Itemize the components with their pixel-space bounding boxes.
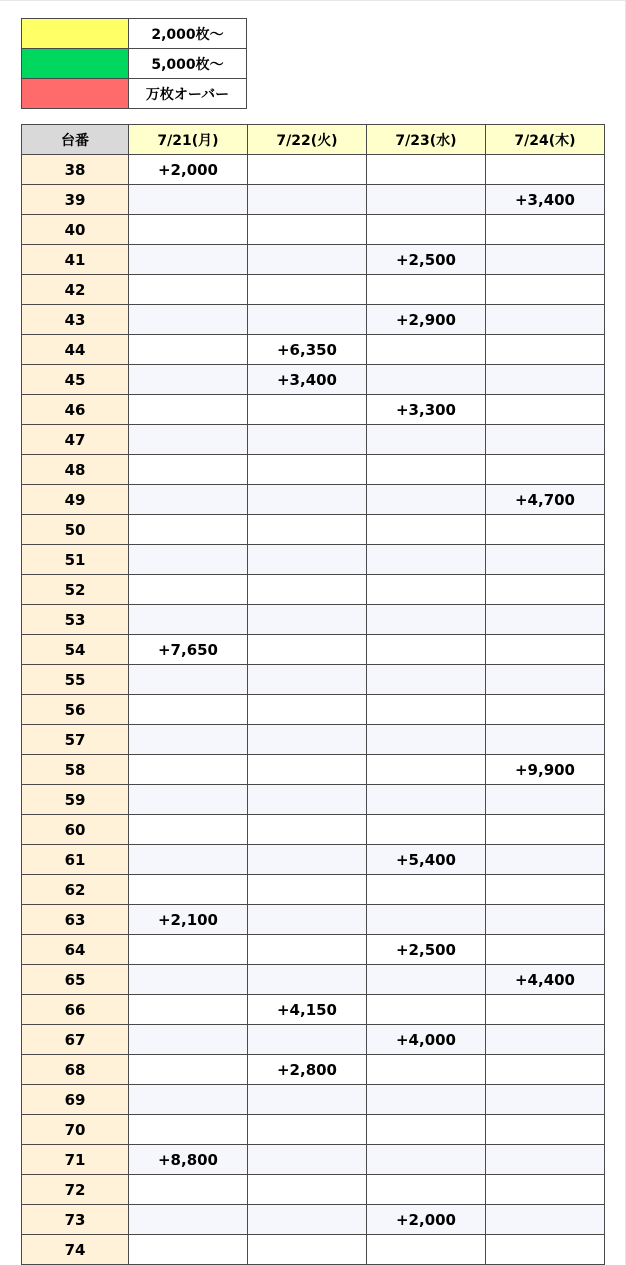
result-cell (367, 335, 486, 365)
result-cell (129, 935, 248, 965)
result-cell (248, 455, 367, 485)
result-cell (367, 1085, 486, 1115)
legend-label: 2,000枚～ (129, 19, 247, 49)
result-cell: +2,000 (367, 1205, 486, 1235)
header-date: 7/23(水) (367, 125, 486, 155)
result-cell (248, 245, 367, 275)
result-cell (486, 695, 605, 725)
machine-number-cell: 59 (22, 785, 129, 815)
result-cell (486, 215, 605, 245)
result-cell (367, 545, 486, 575)
result-cell (129, 215, 248, 245)
result-cell (248, 935, 367, 965)
result-cell (129, 875, 248, 905)
result-cell (248, 485, 367, 515)
machine-number-cell: 61 (22, 845, 129, 875)
result-cell (486, 1205, 605, 1235)
result-cell (486, 335, 605, 365)
table-row (22, 905, 605, 935)
machine-number-cell: 64 (22, 935, 129, 965)
machine-number-cell: 65 (22, 965, 129, 995)
result-cell (248, 635, 367, 665)
result-cell (129, 545, 248, 575)
table-row (22, 635, 605, 665)
table-row (22, 725, 605, 755)
result-cell (129, 1235, 248, 1265)
result-cell (367, 695, 486, 725)
result-cell (367, 485, 486, 515)
result-cell (367, 725, 486, 755)
result-cell (486, 785, 605, 815)
result-cell (367, 605, 486, 635)
result-cell (367, 905, 486, 935)
result-cell (367, 185, 486, 215)
machine-number-cell: 62 (22, 875, 129, 905)
top-border-line (0, 0, 626, 1)
result-cell (248, 515, 367, 545)
result-cell (129, 1055, 248, 1085)
table-row (22, 1145, 605, 1175)
result-cell (129, 755, 248, 785)
table-row (22, 275, 605, 305)
result-cell (486, 635, 605, 665)
header-date: 7/21(月) (129, 125, 248, 155)
result-cell (129, 695, 248, 725)
result-cell (367, 575, 486, 605)
result-cell (486, 1175, 605, 1205)
machine-number-cell: 44 (22, 335, 129, 365)
result-cell (248, 605, 367, 635)
result-cell (367, 1115, 486, 1145)
machine-number-cell: 38 (22, 155, 129, 185)
machine-number-cell: 40 (22, 215, 129, 245)
machine-number-cell: 53 (22, 605, 129, 635)
machine-number-cell: 52 (22, 575, 129, 605)
result-cell (367, 995, 486, 1025)
result-cell (248, 275, 367, 305)
result-cell (248, 1115, 367, 1145)
result-cell (129, 485, 248, 515)
result-cell (367, 425, 486, 455)
table-row (22, 245, 605, 275)
result-cell (248, 1085, 367, 1115)
result-cell (486, 845, 605, 875)
result-cell (367, 875, 486, 905)
result-cell: +3,400 (486, 185, 605, 215)
result-cell (486, 305, 605, 335)
result-cell (486, 1085, 605, 1115)
machine-number-cell: 69 (22, 1085, 129, 1115)
table-row (22, 1235, 605, 1265)
machine-number-cell: 42 (22, 275, 129, 305)
table-row (22, 1085, 605, 1115)
result-cell (129, 395, 248, 425)
result-cell: +2,100 (129, 905, 248, 935)
table-row (22, 305, 605, 335)
table-row (22, 1115, 605, 1145)
result-cell (486, 935, 605, 965)
machine-number-cell: 43 (22, 305, 129, 335)
table-row (22, 935, 605, 965)
result-cell (486, 155, 605, 185)
machine-number-cell: 73 (22, 1205, 129, 1235)
result-cell (486, 875, 605, 905)
result-cell (248, 575, 367, 605)
result-cell (486, 1025, 605, 1055)
machine-number-cell: 41 (22, 245, 129, 275)
machine-number-cell: 49 (22, 485, 129, 515)
result-cell (248, 695, 367, 725)
result-cell: +4,150 (248, 995, 367, 1025)
result-cell (367, 965, 486, 995)
table-row (22, 515, 605, 545)
result-cell (248, 875, 367, 905)
machine-number-cell: 55 (22, 665, 129, 695)
machine-number-cell: 72 (22, 1175, 129, 1205)
machine-number-cell: 45 (22, 365, 129, 395)
machine-number-cell: 54 (22, 635, 129, 665)
result-cell (129, 1025, 248, 1055)
result-cell (129, 845, 248, 875)
table-row (22, 335, 605, 365)
result-cell (129, 425, 248, 455)
table-row (22, 1205, 605, 1235)
result-cell (129, 245, 248, 275)
legend-label: 万枚オーバー (129, 79, 247, 109)
result-cell (367, 455, 486, 485)
legend-row (22, 79, 247, 109)
result-cell (486, 1145, 605, 1175)
result-cell (129, 575, 248, 605)
result-cell (129, 1175, 248, 1205)
result-cell (367, 275, 486, 305)
table-row (22, 1175, 605, 1205)
machine-number-cell: 70 (22, 1115, 129, 1145)
machine-number-cell: 56 (22, 695, 129, 725)
table-row (22, 425, 605, 455)
table-row (22, 455, 605, 485)
table-row (22, 845, 605, 875)
result-cell (129, 965, 248, 995)
result-cell (129, 515, 248, 545)
result-cell (486, 995, 605, 1025)
table-row (22, 1025, 605, 1055)
result-cell (486, 455, 605, 485)
result-cell (129, 725, 248, 755)
result-cell (367, 815, 486, 845)
machine-number-cell: 47 (22, 425, 129, 455)
result-cell (248, 785, 367, 815)
result-cell (367, 515, 486, 545)
table-row (22, 215, 605, 245)
table-header-row (22, 125, 605, 155)
result-cell (248, 215, 367, 245)
table-row (22, 185, 605, 215)
table-row (22, 665, 605, 695)
result-cell (486, 815, 605, 845)
result-cell (486, 665, 605, 695)
result-cell (486, 395, 605, 425)
result-cell (486, 605, 605, 635)
machine-number-cell: 63 (22, 905, 129, 935)
legend-swatch-green (22, 49, 129, 79)
result-cell (486, 515, 605, 545)
result-cell (486, 1055, 605, 1085)
result-cell (129, 305, 248, 335)
legend-swatch-yellow (22, 19, 129, 49)
table-row (22, 785, 605, 815)
result-cell (129, 455, 248, 485)
header-date: 7/22(火) (248, 125, 367, 155)
machine-number-cell: 58 (22, 755, 129, 785)
result-cell: +6,350 (248, 335, 367, 365)
result-cell: +4,400 (486, 965, 605, 995)
result-cell: +8,800 (129, 1145, 248, 1175)
result-cell (248, 725, 367, 755)
result-cell (367, 155, 486, 185)
machine-number-cell: 71 (22, 1145, 129, 1175)
result-cell (129, 815, 248, 845)
result-cell: +4,000 (367, 1025, 486, 1055)
table-row (22, 395, 605, 425)
result-cell (367, 1055, 486, 1085)
result-cell (129, 365, 248, 395)
result-cell (248, 305, 367, 335)
result-cell (248, 965, 367, 995)
result-cell (129, 335, 248, 365)
result-cell (248, 425, 367, 455)
table-row (22, 695, 605, 725)
result-cell: +7,650 (129, 635, 248, 665)
result-cell (248, 1025, 367, 1055)
result-cell (367, 755, 486, 785)
result-cell (129, 665, 248, 695)
result-cell: +9,900 (486, 755, 605, 785)
result-cell (486, 365, 605, 395)
machine-number-cell: 50 (22, 515, 129, 545)
table-row (22, 815, 605, 845)
table-row (22, 365, 605, 395)
result-cell (129, 995, 248, 1025)
result-cell (129, 605, 248, 635)
table-row (22, 545, 605, 575)
table-row (22, 485, 605, 515)
result-cell: +3,300 (367, 395, 486, 425)
machine-number-cell: 74 (22, 1235, 129, 1265)
machine-number-cell: 46 (22, 395, 129, 425)
result-cell (129, 275, 248, 305)
table-row (22, 995, 605, 1025)
table-row (22, 1055, 605, 1085)
result-cell: +2,500 (367, 245, 486, 275)
legend-table (21, 18, 247, 109)
result-cell (248, 1175, 367, 1205)
result-cell (248, 755, 367, 785)
result-cell: +2,000 (129, 155, 248, 185)
result-cell (486, 1235, 605, 1265)
result-cell (486, 275, 605, 305)
result-cell (367, 785, 486, 815)
result-cell (367, 1175, 486, 1205)
legend-swatch-red (22, 79, 129, 109)
result-cell (129, 185, 248, 215)
result-cell (129, 785, 248, 815)
header-machine-number: 台番 (22, 125, 129, 155)
legend-row (22, 19, 247, 49)
results-table (21, 124, 605, 1265)
result-cell (367, 215, 486, 245)
result-cell (129, 1205, 248, 1235)
table-row (22, 875, 605, 905)
result-cell (486, 575, 605, 605)
result-cell (248, 395, 367, 425)
result-cell (129, 1085, 248, 1115)
result-cell (248, 1145, 367, 1175)
table-row (22, 155, 605, 185)
result-cell (248, 905, 367, 935)
result-cell (248, 1205, 367, 1235)
result-cell: +2,900 (367, 305, 486, 335)
result-cell (248, 185, 367, 215)
result-cell (129, 1115, 248, 1145)
result-cell (486, 545, 605, 575)
result-cell: +3,400 (248, 365, 367, 395)
header-date: 7/24(木) (486, 125, 605, 155)
result-cell: +4,700 (486, 485, 605, 515)
result-cell (367, 635, 486, 665)
table-row (22, 965, 605, 995)
result-cell (248, 845, 367, 875)
machine-number-cell: 68 (22, 1055, 129, 1085)
result-cell (367, 665, 486, 695)
legend-row (22, 49, 247, 79)
result-cell (248, 815, 367, 845)
machine-number-cell: 57 (22, 725, 129, 755)
machine-number-cell: 51 (22, 545, 129, 575)
result-cell (486, 245, 605, 275)
result-cell (367, 1235, 486, 1265)
table-row (22, 755, 605, 785)
result-cell: +5,400 (367, 845, 486, 875)
result-cell (248, 1235, 367, 1265)
machine-number-cell: 48 (22, 455, 129, 485)
result-cell (486, 905, 605, 935)
machine-number-cell: 66 (22, 995, 129, 1025)
result-cell (248, 155, 367, 185)
table-row (22, 605, 605, 635)
result-cell (486, 425, 605, 455)
result-cell (486, 725, 605, 755)
result-cell: +2,800 (248, 1055, 367, 1085)
legend-label: 5,000枚～ (129, 49, 247, 79)
result-cell (367, 365, 486, 395)
machine-number-cell: 39 (22, 185, 129, 215)
result-cell (367, 1145, 486, 1175)
machine-number-cell: 67 (22, 1025, 129, 1055)
machine-number-cell: 60 (22, 815, 129, 845)
result-cell (248, 545, 367, 575)
table-row (22, 575, 605, 605)
result-cell (486, 1115, 605, 1145)
result-cell: +2,500 (367, 935, 486, 965)
result-cell (248, 665, 367, 695)
